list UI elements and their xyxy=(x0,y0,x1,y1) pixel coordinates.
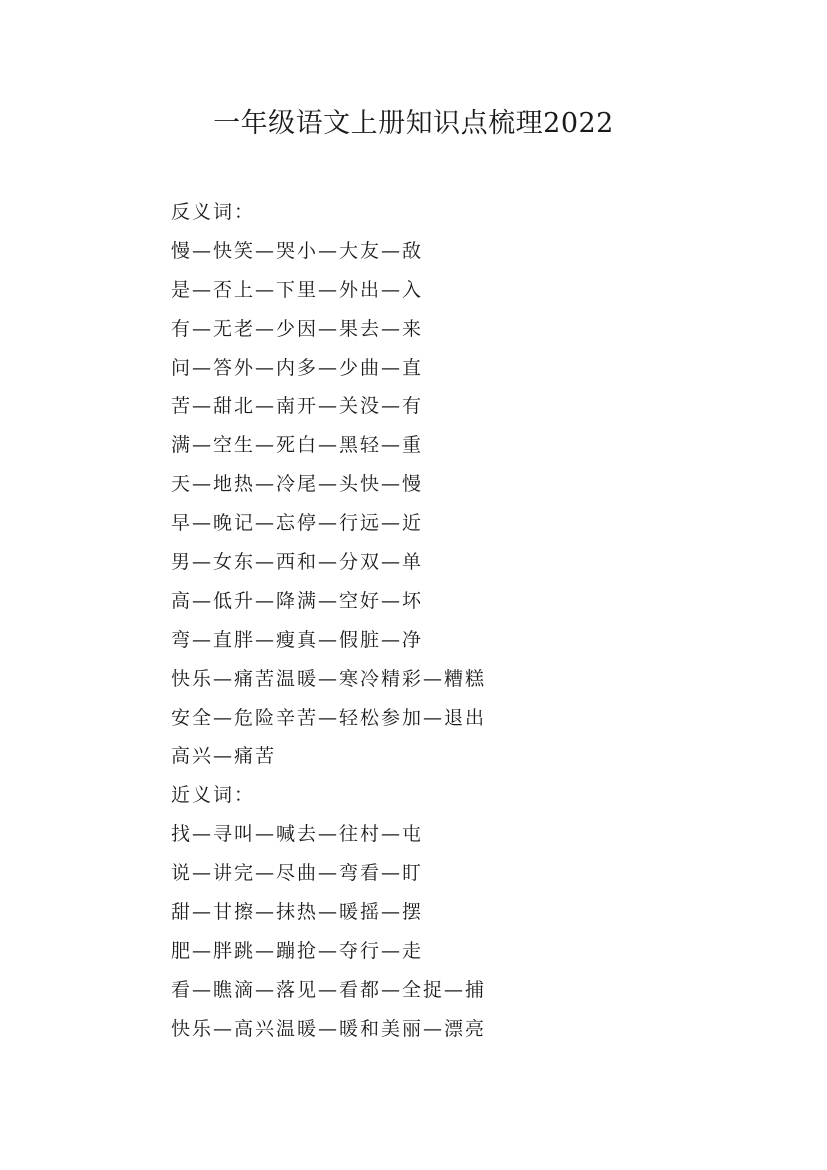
document-title: 一年级语文上册知识点梳理2022 xyxy=(213,108,614,139)
text-line: 有—无老—少因—果去—来 xyxy=(171,317,424,340)
section-heading-synonyms: 近义词： xyxy=(171,784,256,807)
text-line: 弯—直胖—瘦真—假脏—净 xyxy=(171,628,424,651)
text-line: 高—低升—降满—空好—坏 xyxy=(171,589,424,612)
text-line: 慢—快笑—哭小—大友—敌 xyxy=(171,239,424,262)
text-line: 男—女东—西和—分双—单 xyxy=(171,551,424,574)
section-heading-antonyms: 反义词： xyxy=(171,201,256,223)
text-line: 安全—危险辛苦—轻松参加—退出 xyxy=(171,706,487,729)
text-line: 天—地热—冷尾—头快—慢 xyxy=(171,473,424,496)
document-body xyxy=(171,193,771,1049)
text-line: 甜—甘擦—抹热—暖摇—摆 xyxy=(171,901,424,924)
text-line: 快乐—痛苦温暖—寒冷精彩—糟糕 xyxy=(171,667,487,690)
text-line: 肥—胖跳—蹦抢—夺行—走 xyxy=(171,939,424,962)
text-line: 早—晚记—忘停—行远—近 xyxy=(171,512,424,535)
text-line: 苦—甜北—南开—关没—有 xyxy=(171,395,424,418)
text-line: 是—否上—下里—外出—入 xyxy=(171,278,424,301)
text-line: 找—寻叫—喊去—往村—屯 xyxy=(171,823,424,846)
text-line: 满—空生—死白—黑轻—重 xyxy=(171,434,424,457)
text-line: 问—答外—内多—少曲—直 xyxy=(171,356,424,379)
text-line: 快乐—高兴温暖—暖和美丽—漂亮 xyxy=(171,1017,487,1040)
text-line: 说—讲完—尽曲—弯看—盯 xyxy=(171,862,424,885)
text-line: 看—瞧滴—落见—看都—全捉—捕 xyxy=(171,978,487,1001)
text-line: 高兴—痛苦 xyxy=(171,745,277,768)
